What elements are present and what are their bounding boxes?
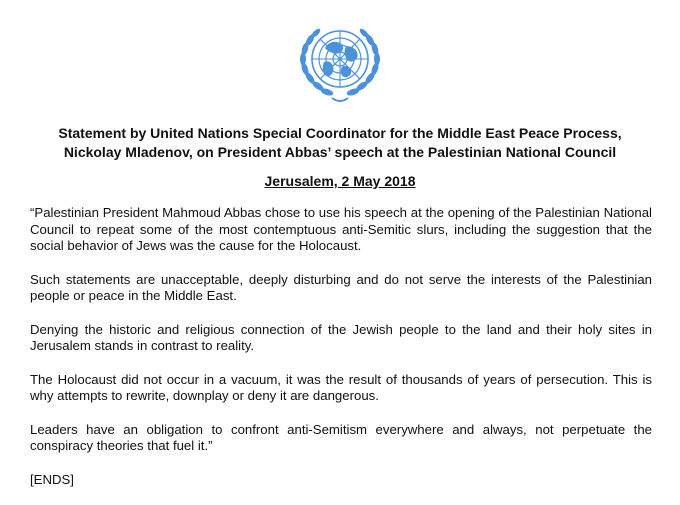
statement-body (30, 205, 652, 505)
statement-paragraph-1: “Palestinian President Mahmoud Abbas chose to use his speech at the opening of the Palestinian National Council to repeat some of the most contemptuous anti-Semitic slurs, including the suggestion that the social behavior of Jews was the cause for the Holocaust. (30, 205, 652, 253)
statement-title-line-1: Statement by United Nations Special Coordinator for the Middle East Peace Process, (58, 125, 622, 141)
statement-ends-marker: [ENDS] (30, 471, 74, 487)
statement-dateline: Jerusalem, 2 May 2018 (264, 173, 416, 189)
statement-paragraph-2: Such statements are unacceptable, deeply disturbing and do not serve the interests of the Palestinian people or peace in the Middle East. (30, 271, 652, 303)
un-emblem-icon (288, 16, 392, 108)
statement-paragraph-4: The Holocaust did not occur in a vacuum, it was the result of thousands of years of persecution. This is why attempts to rewrite, downplay or deny it are dangerous. (30, 371, 652, 403)
statement-title (20, 124, 660, 162)
statement-paragraph-5: Leaders have an obligation to confront anti-Semitism everywhere and always, not perpetuate the conspiracy theories that fuel it.” (30, 421, 652, 453)
statement-paragraph-3: Denying the historic and religious connection of the Jewish people to the land and their holy sites in Jerusalem stands in contrast to reality. (30, 321, 652, 353)
statement-title-line-2: Nickolay Mladenov, on President Abbas’ speech at the Palestinian National Council (63, 144, 617, 160)
